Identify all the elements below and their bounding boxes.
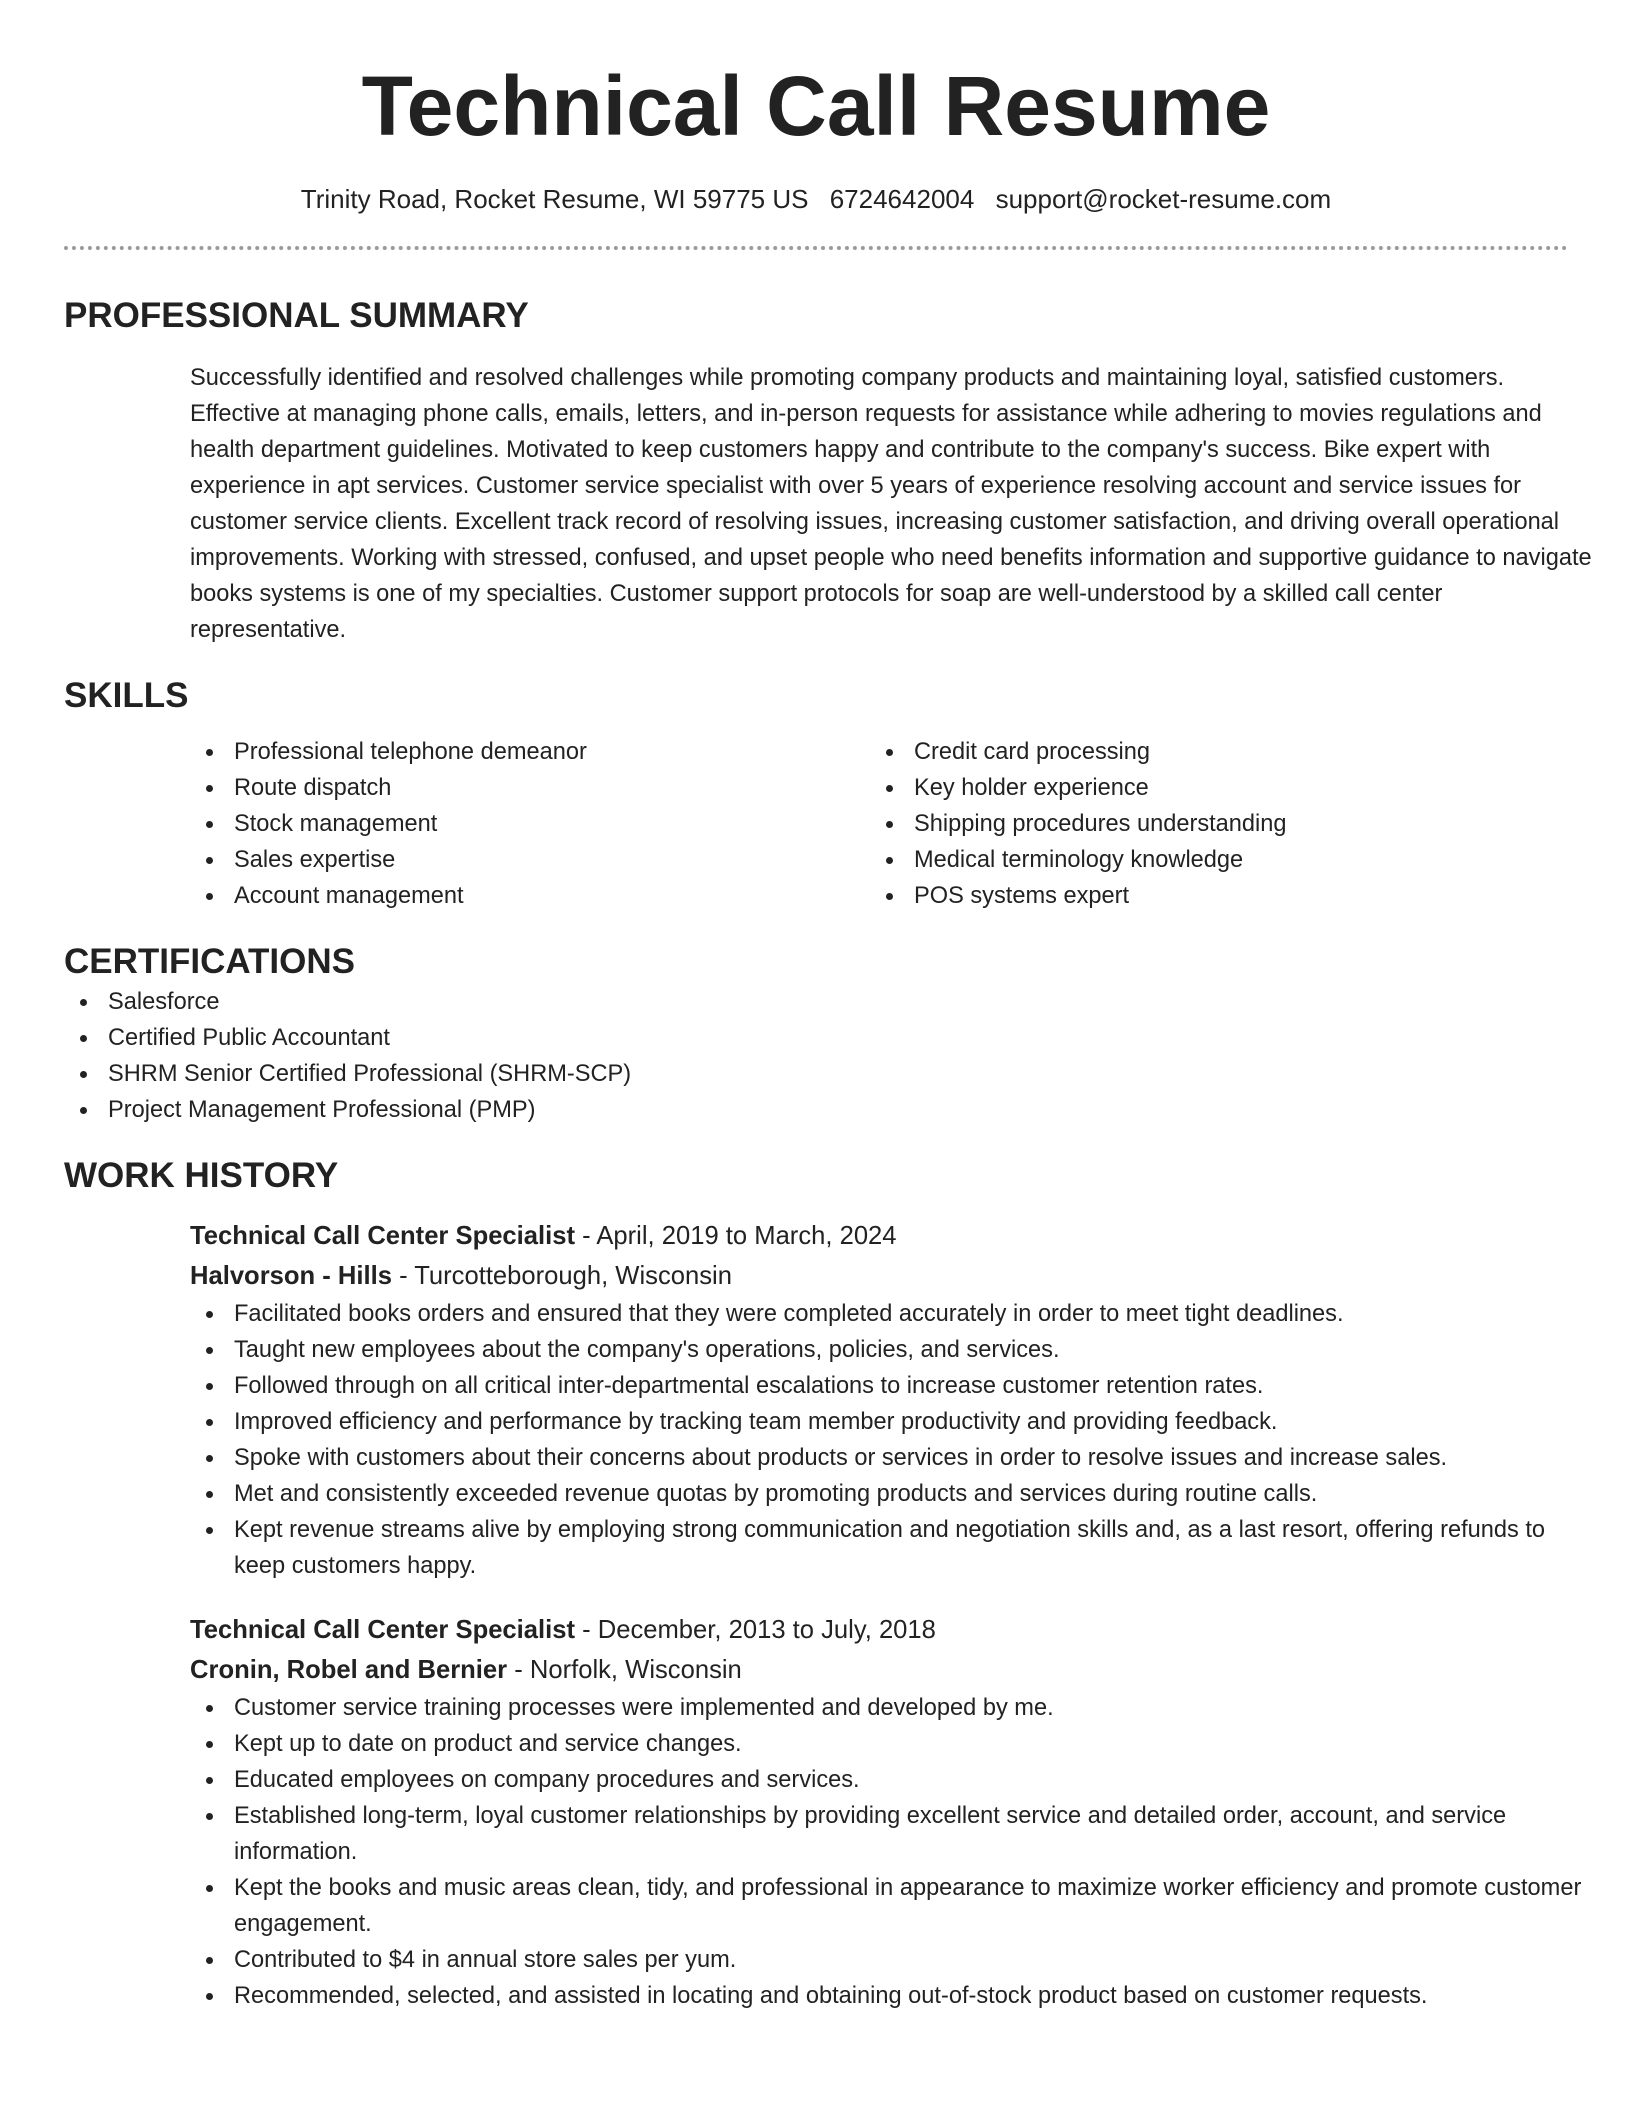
job-duty: Kept revenue streams alive by employing strong communication and negotiation skills and, as a last resort, offering refunds to keep customers happy. (190, 1512, 1600, 1584)
job-company-line (190, 1256, 1568, 1296)
job-duty: Established long-term, loyal customer relationships by providing excellent service and detailed order, account, and service information. (190, 1798, 1600, 1870)
certification-item: Salesforce (64, 984, 1568, 1020)
summary-heading: PROFESSIONAL SUMMARY (64, 296, 529, 335)
certifications-section (64, 940, 1568, 1128)
job-duty: Facilitated books orders and ensured that they were completed accurately in order to meet tight deadlines. (190, 1296, 1600, 1332)
skill-item: Medical terminology knowledge (870, 842, 1550, 878)
certification-item: SHRM Senior Certified Professional (SHRM-SCP) (64, 1056, 1568, 1092)
work-history-heading: WORK HISTORY (64, 1156, 339, 1195)
job-entry (190, 1216, 1568, 1584)
contact-phone: 6724642004 (829, 184, 975, 214)
job-duty: Kept the books and music areas clean, tidy, and professional in appearance to maximize worker efficiency and promote customer engagement. (190, 1870, 1600, 1942)
header-divider (64, 246, 1568, 250)
skill-item: Key holder experience (870, 770, 1550, 806)
job-company: Cronin, Robel and Bernier (190, 1656, 508, 1684)
job-duties-list (190, 1690, 1600, 2014)
job-duty: Taught new employees about the company's operations, policies, and services. (190, 1332, 1600, 1368)
job-dates: - April, 2019 to March, 2024 (575, 1222, 897, 1250)
skills-heading: SKILLS (64, 676, 189, 715)
job-duty: Kept up to date on product and service changes. (190, 1726, 1600, 1762)
summary-text: Successfully identified and resolved challenges while promoting company products and maintaining loyal, satisfied customers. Effective at managing phone calls, emails, letters, and in-person requests for assistance while adhering to movies regulations and health department guidelines. Motivated to keep customers happy and contribute to the company's success. Bike expert with experience in apt services. Customer service specialist with over 5 years of experience resolving account and service issues for customer service clients. Excellent track record of resolving issues, increasing customer satisfaction, and driving overall operational improvements. Working with stressed, confused, and upset people who need benefits information and supportive guidance to navigate books systems is one of my specialties. Customer support protocols for soap are well-understood by a skilled call center representative. (190, 365, 1592, 643)
certifications-heading: CERTIFICATIONS (64, 942, 356, 981)
contact-email: support@rocket-resume.com (995, 184, 1332, 214)
job-location: - Norfolk, Wisconsin (507, 1656, 742, 1684)
job-dates: - December, 2013 to July, 2018 (575, 1616, 936, 1644)
skill-item: Route dispatch (190, 770, 870, 806)
job-duty: Recommended, selected, and assisted in locating and obtaining out-of-stock product based on customer requests. (190, 1978, 1600, 2014)
certification-item: Certified Public Accountant (64, 1020, 1568, 1056)
job-title-line (190, 1610, 1568, 1650)
resume-header (64, 0, 1568, 216)
job-position: Technical Call Center Specialist (190, 1222, 575, 1250)
job-duty: Educated employees on company procedures and services. (190, 1762, 1600, 1798)
job-duty: Contributed to $4 in annual store sales per yum. (190, 1942, 1600, 1978)
job-company-line (190, 1650, 1568, 1690)
work-history-section (64, 1154, 1582, 2014)
job-duty: Customer service training processes were implemented and developed by me. (190, 1690, 1600, 1726)
resume-title: Technical Call Resume (361, 59, 1271, 153)
contact-line (64, 182, 1568, 216)
certification-item: Project Management Professional (PMP) (64, 1092, 1568, 1128)
skill-item: Professional telephone demeanor (190, 734, 870, 770)
skill-item: Account management (190, 878, 870, 914)
skill-item: POS systems expert (870, 878, 1550, 914)
contact-address: Trinity Road, Rocket Resume, WI 59775 US (300, 184, 809, 214)
skills-left-list (190, 734, 870, 914)
job-duty: Improved efficiency and performance by tracking team member productivity and providing feedback. (190, 1404, 1600, 1440)
job-entry (190, 1610, 1582, 2014)
job-title-line (190, 1216, 1568, 1256)
job-location: - Turcotteborough, Wisconsin (391, 1262, 732, 1290)
skill-item: Credit card processing (870, 734, 1550, 770)
certifications-list (64, 984, 1568, 1128)
job-duties-list (190, 1296, 1600, 1584)
job-duty: Spoke with customers about their concerns about products or services in order to resolve issues and increase sales. (190, 1440, 1600, 1476)
skill-item: Sales expertise (190, 842, 870, 878)
summary-section (64, 294, 1592, 648)
job-duty: Met and consistently exceeded revenue quotas by promoting products and services during routine calls. (190, 1476, 1600, 1512)
skills-right-list (870, 734, 1550, 914)
skill-item: Shipping procedures understanding (870, 806, 1550, 842)
job-duty: Followed through on all critical inter-departmental escalations to increase customer retention rates. (190, 1368, 1600, 1404)
job-position: Technical Call Center Specialist (190, 1616, 575, 1644)
job-company: Halvorson - Hills (190, 1262, 392, 1290)
skill-item: Stock management (190, 806, 870, 842)
skills-section (64, 674, 1568, 914)
skills-grid (190, 734, 1568, 914)
